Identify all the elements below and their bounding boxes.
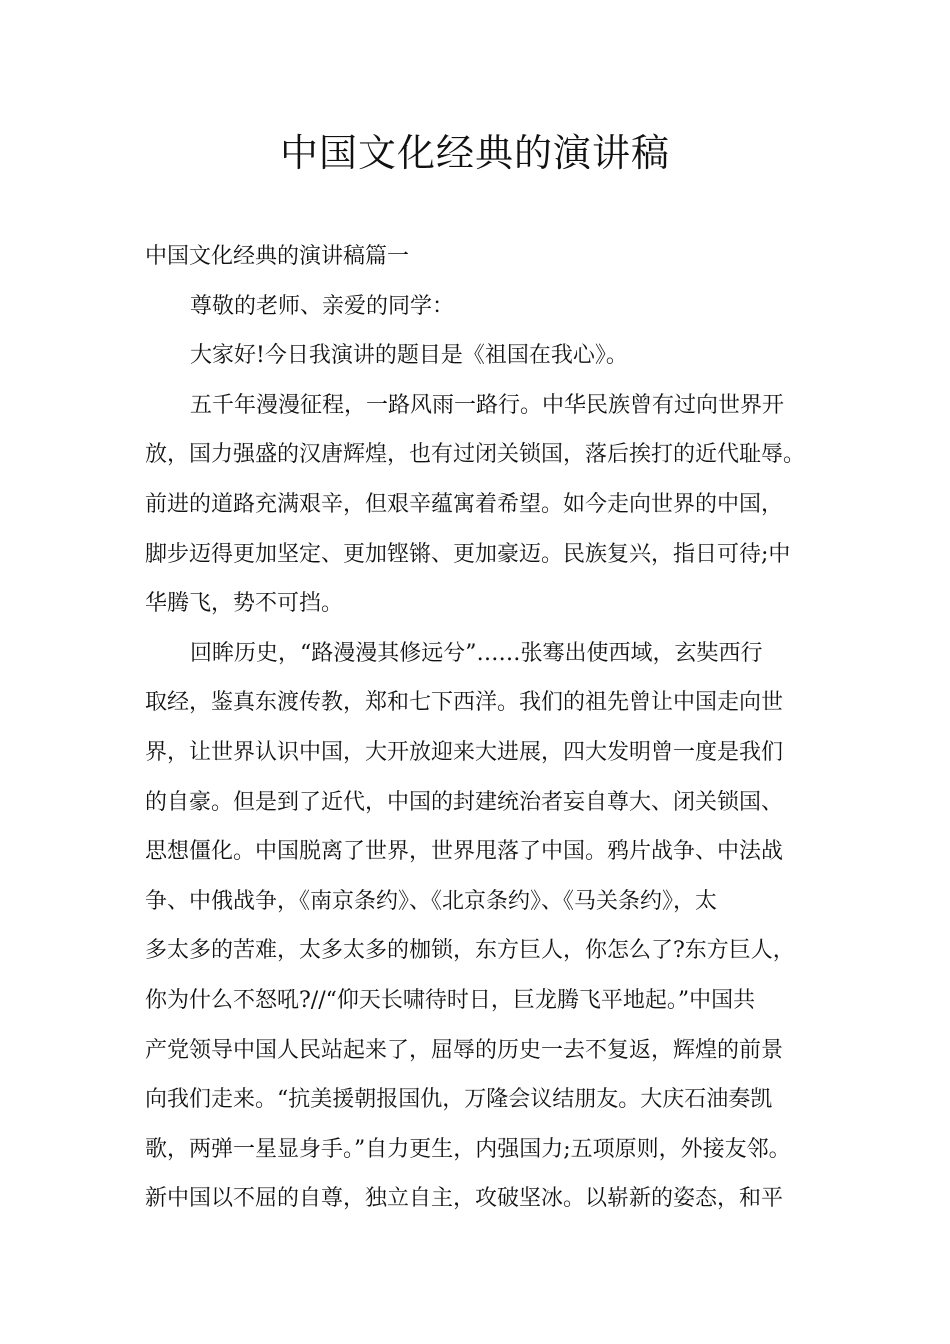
- text-line: 产党领导中国人民站起来了，屈辱的历史一去不复返，辉煌的前景: [145, 1037, 784, 1063]
- text-line: 歌，两弹一星显身手。”自力更生，内强国力;五项原则，外接友邻。: [145, 1136, 791, 1162]
- section-heading: 中国文化经典的演讲稿篇一: [145, 244, 410, 269]
- text-line: 大家好!今日我演讲的题目是《祖国在我心》。: [190, 343, 628, 369]
- text-line: 新中国以不屈的自尊，独立自主，攻破坚冰。以崭新的姿态，和平: [145, 1186, 784, 1212]
- text-line: 争、中俄战争，《南京条约》、《北京条约》、《马关条约》，太: [145, 888, 718, 914]
- paragraph-lines: [145, 282, 815, 1224]
- text-line: 回眸历史，“路漫漫其修远兮”……张骞出使西域，玄奘西行: [190, 640, 763, 666]
- text-line: 取经，鉴真东渡传教，郑和七下西洋。我们的祖先曾让中国走向世: [145, 690, 784, 716]
- text-line: 脚步迈得更加坚定、更加铿锵、更加豪迈。民族复兴，指日可待;中: [145, 541, 791, 567]
- text-line: 放，国力强盛的汉唐辉煌，也有过闭关锁国，落后挨打的近代耻辱。: [145, 442, 806, 468]
- text-line: 多太多的苦难，太多太多的枷锁，东方巨人，你怎么了?东方巨人，: [145, 938, 795, 964]
- text-line: 向我们走来。“抗美援朝报国仇，万隆会议结朋友。大庆石油奏凯: [145, 1087, 773, 1113]
- text-line: 尊敬的老师、亲爱的同学：: [190, 293, 455, 319]
- document-title: 中国文化经典的演讲稿: [279, 131, 670, 175]
- text-line: 前进的道路充满艰辛，但艰辛蕴寓着希望。如今走向世界的中国，: [145, 491, 784, 517]
- text-line: 你为什么不怒吼?//“仰天长啸待时日，巨龙腾飞平地起。”中国共: [145, 987, 756, 1013]
- text-line: 五千年漫漫征程，一路风雨一路行。中华民族曾有过向世界开: [190, 392, 785, 418]
- text-line: 界，让世界认识中国，大开放迎来大进展，四大发明曾一度是我们: [145, 739, 784, 765]
- text-line: 思想僵化。中国脱离了世界，世界甩落了中国。鸦片战争、中法战: [145, 839, 784, 865]
- text-line: 的自豪。但是到了近代，中国的封建统治者妄自尊大、闭关锁国、: [145, 789, 784, 815]
- text-line: 华腾飞，势不可挡。: [145, 591, 344, 617]
- document-body: [145, 232, 815, 1224]
